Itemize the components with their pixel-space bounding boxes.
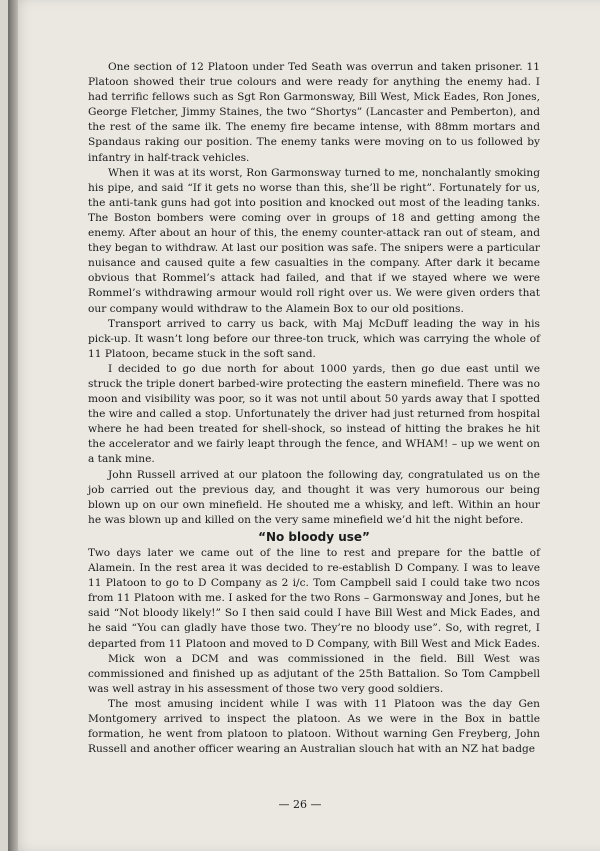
paragraph: Transport arrived to carry us back, with Maj McDuff leading the way in his pick-up. It wasn’t long before our three-ton truck, which was carrying the whole of 11 Platoon, became stuck in the soft sand. (88, 317, 540, 360)
paragraph: I decided to go due north for about 1000 yards, then go due east until we struck the triple donert barbed-wire protecting the eastern minefield. There was no moon and visibility was poor, so it was not until about 50 yards away that I spotted the wire and called a stop. Unfortunately the driver had just returned from hospital where he had been treated for shell-shock, so instead of hitting the brakes he hit the accelerator and we fairly leapt through the fence, and WHAM! – up we went on a tank mine. (88, 362, 540, 466)
paragraph: One section of 12 Platoon under Ted Seath was overrun and taken prisoner. 11 Platoon showed their true colours and were ready for anything the enemy had. I had terrific fellows such as Sgt Ron Garmonsway, Bill West, Mick Eades, Ron Jones, George Fletcher, Jimmy Staines, the two “Shortys” (Lancaster and Pemberton), and the rest of the same ilk. The enemy fire became intense, with 88mm mortars and Spandaus raking our position. The enemy tanks were moving on to us followed by infantry in half-track vehicles. (88, 61, 540, 164)
paragraph: The most amusing incident while I was with 11 Platoon was the day Gen Montgomery arrived to inspect the platoon. As we were in the Box in battle formation, he went from platoon to platoon. Without warning Gen Freyberg, John Russell and another officer wearing an Australian slouch hat with an NZ hat badge (88, 697, 540, 756)
page-number: — 26 — (278, 798, 322, 811)
paragraph: When it was at its worst, Ron Garmonsway turned to me, nonchalantly smoking his pipe, and said “If it gets no worse than this, she’ll be right”. Fortunately for us, the anti-tank guns had got into position and knocked out most of the leading tanks. The Boston bombers were coming over in groups of 18 and getting among the enemy. After about an hour of this, the enemy counter-attack ran out of steam, and they began to withdraw. At last our position was safe. The snipers were a particular nuisance and caused quite a few casualties in the company. After dark it became obvious that Rommel’s attack had failed, and that if we stayed where we were Rommel’s withdrawing armour would roll right over us. We were given orders that our company would withdraw to the Alamein Box to our old positions. (88, 166, 540, 315)
section-heading: “No bloody use” (258, 529, 370, 544)
body-text (88, 60, 540, 757)
paragraph: Mick won a DCM and was commissioned in the field. Bill West was commissioned and finished up as adjutant of the 25th Battalion. So Tom Campbell was well astray in his assessment of those two very good soldiers. (88, 652, 540, 695)
paragraph: John Russell arrived at our platoon the following day, congratulated us on the job carried out the previous day, and thought it was very humorous our being blown up on our own minefield. He shouted me a whisky, and left. Within an hour he was blown up and killed on the very same minefield we’d hit the night before. (88, 468, 540, 526)
book-page (8, 0, 600, 851)
paragraph: Two days later we came out of the line to rest and prepare for the battle of Alamein. In the rest area it was decided to re-establish D Company. I was to leave 11 Platoon to go to D Company as 2 i/c. Tom Campbell said I could take two ncos from 11 Platoon with me. I asked for the two Rons – Garmonsway and Jones, but he said “Not bloody likely!” So I then said could I have Bill West and Mick Eades, and he said “You can gladly have those two. They’re no bloody use”. So, with regret, I departed from 11 Platoon and moved to D Company, with Bill West and Mick Eades. (88, 547, 541, 650)
book-spine-shadow (8, 0, 18, 851)
